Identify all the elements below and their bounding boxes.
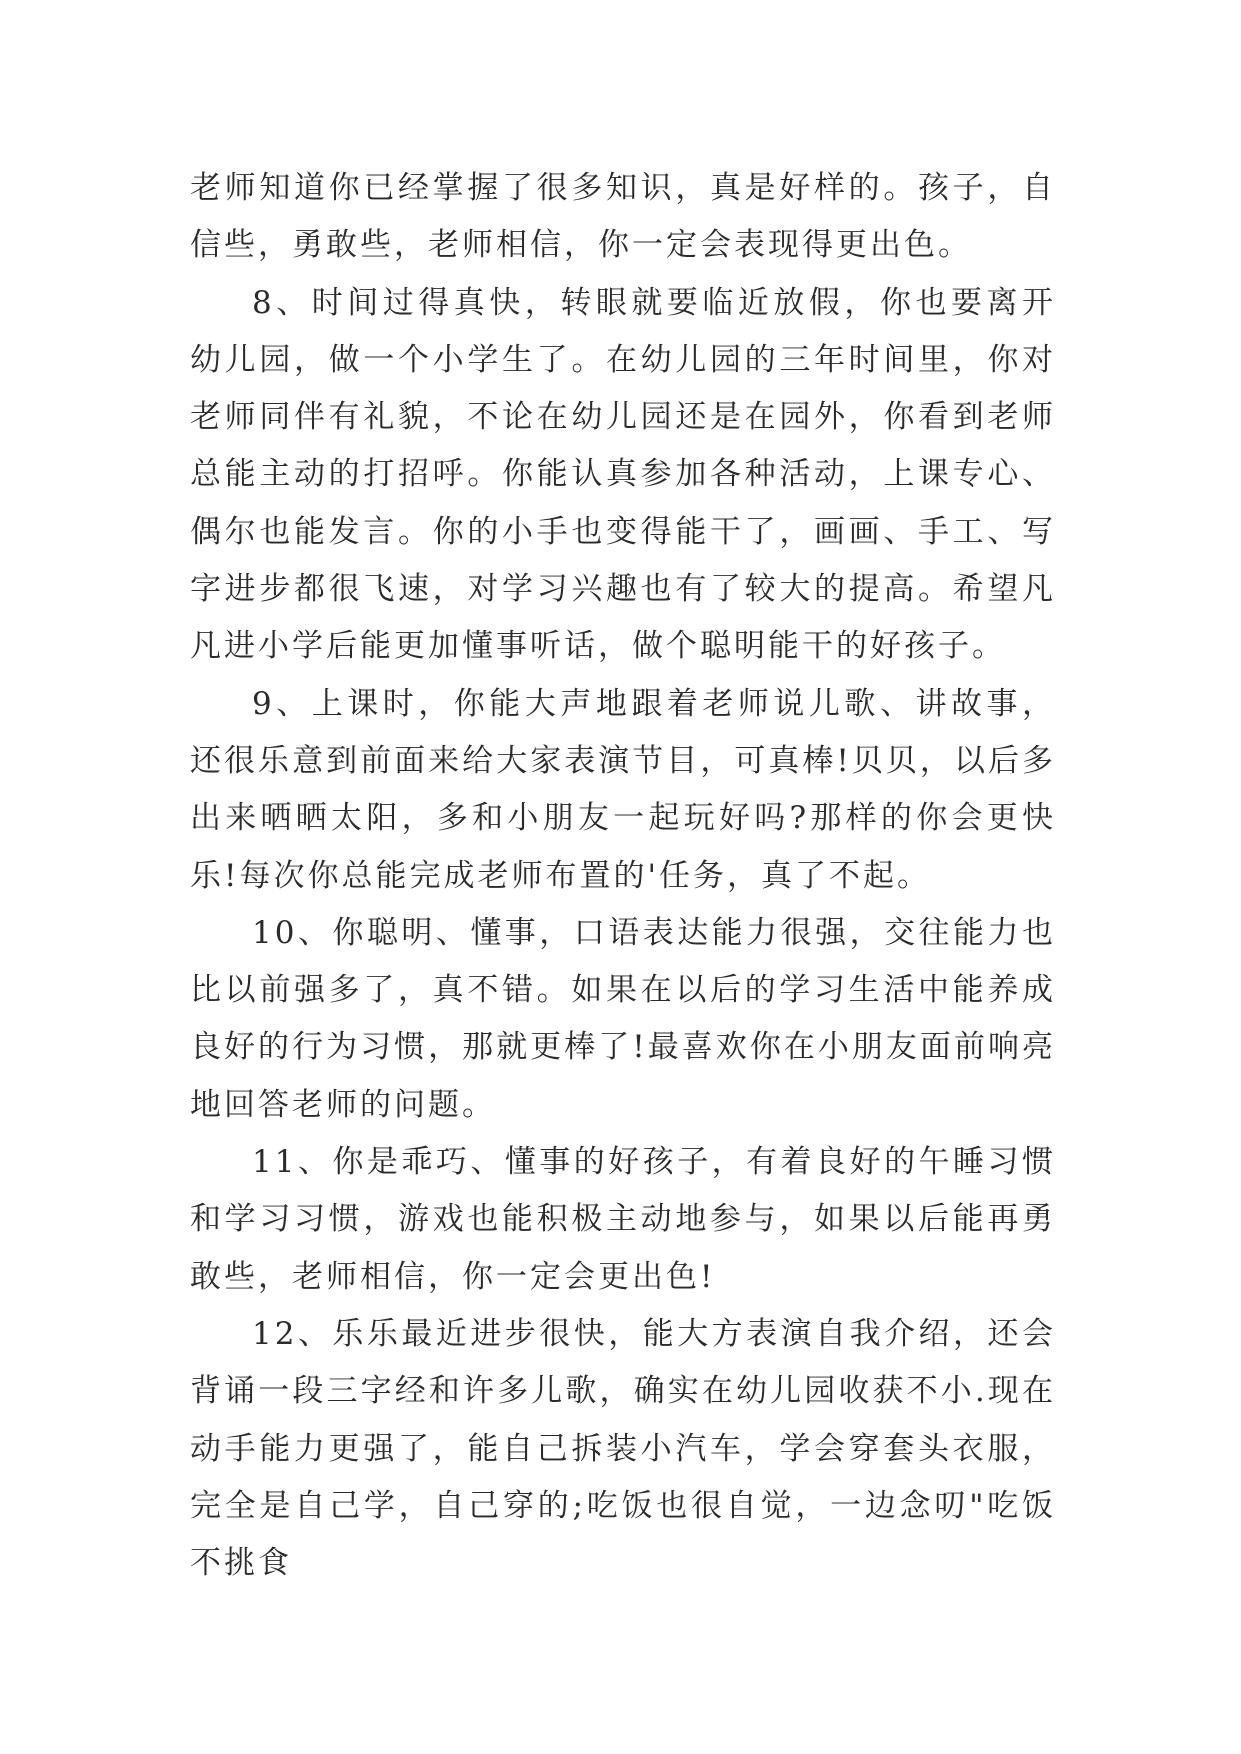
document-body <box>190 160 1056 1592</box>
paragraph-item-11: 11、你是乖巧、懂事的好孩子，有着良好的午睡习惯和学习习惯，游戏也能积极主动地参与，如果以后能再勇敢些，老师相信，你一定会更出色! <box>190 1144 1056 1295</box>
paragraph-item-12: 12、乐乐最近进步很快，能大方表演自我介绍，还会背诵一段三字经和许多儿歌，确实在幼儿园收获不小.现在动手能力更强了，能自己拆装小汽车，学会穿套头衣服，完全是自己学，自己穿的;吃饭也很自觉，一边念叨"吃饭不挑食 <box>190 1315 1056 1582</box>
paragraph-item-9: 9、上课时，你能大声地跟着老师说儿歌、讲故事，还很乐意到前面来给大家表演节目，可真棒!贝贝，以后多出来晒晒太阳，多和小朋友一起玩好吗?那样的你会更快乐!每次你总能完成老师布置的'任务，真了不起。 <box>190 685 1056 894</box>
paragraph-item-10: 10、你聪明、懂事，口语表达能力很强，交往能力也比以前强多了，真不错。如果在以后的学习生活中能养成良好的行为习惯，那就更棒了!最喜欢你在小朋友面前响亮地回答老师的问题。 <box>190 914 1056 1123</box>
paragraph-continuation: 老师知道你已经掌握了很多知识，真是好样的。孩子，自信些，勇敢些，老师相信，你一定会表现得更出色。 <box>190 170 1056 264</box>
paragraph-item-8: 8、时间过得真快，转眼就要临近放假，你也要离开幼儿园，做一个小学生了。在幼儿园的三年时间里，你对老师同伴有礼貌，不论在幼儿园还是在园外，你看到老师总能主动的打招呼。你能认真参加各种活动，上课专心、偶尔也能发言。你的小手也变得能干了，画画、手工、写字进步都很飞速，对学习兴趣也有了较大的提高。希望凡凡进小学后能更加懂事听话，做个聪明能干的好孩子。 <box>190 284 1056 665</box>
